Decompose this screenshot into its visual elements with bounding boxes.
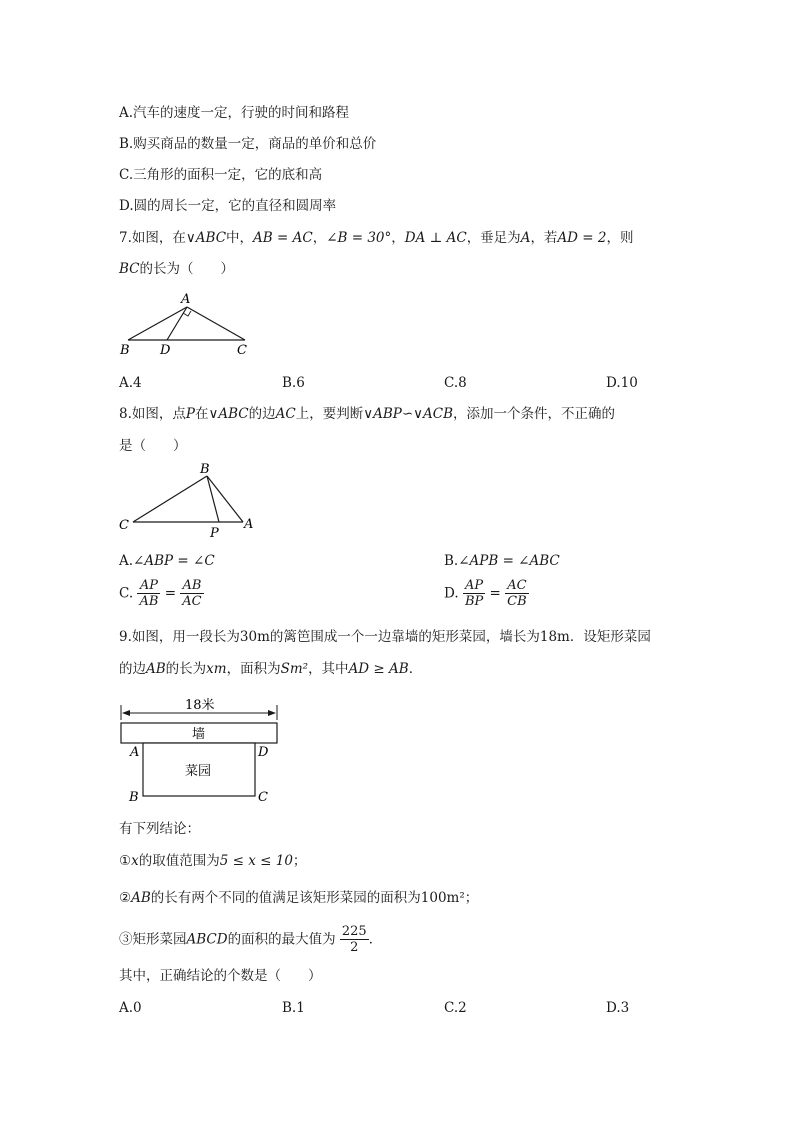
q7-option-b: B.6 — [282, 375, 305, 391]
q8-side-ac: AC — [275, 406, 296, 422]
q9-fence-length: 30m — [239, 629, 270, 645]
q7-text: 的长为（ ） — [139, 261, 235, 277]
q9-conclusion-1 — [119, 852, 306, 870]
q9-side-ab: AB — [146, 661, 166, 677]
q9-conclusions-head: 有下列结论： — [119, 821, 200, 837]
frac-numerator: AP — [137, 578, 160, 594]
q8-text: 上，要判断 — [295, 406, 364, 422]
q9-wall-length: 18m — [539, 629, 570, 645]
q8-edge-cb — [133, 476, 207, 522]
q8-option-a-prefix: A. — [119, 553, 134, 569]
q7-stem-line2 — [119, 260, 234, 278]
q9-figure — [115, 693, 285, 808]
q9-conclusion-3 — [119, 922, 382, 957]
q7-text: ，若 — [530, 230, 558, 246]
q8-option-d-frac1 — [463, 578, 485, 609]
q7-option-d: D.10 — [606, 375, 638, 391]
frac-denominator: AC — [182, 594, 202, 609]
q6-option-b: B.购买商品的数量一定，商品的单价和总价 — [119, 136, 377, 152]
q7-edge-ba — [128, 307, 187, 340]
q9-stem-line2 — [119, 660, 422, 678]
frac-denominator: CB — [507, 594, 527, 609]
q7-stem-line1 — [119, 229, 634, 247]
q8-option-c — [119, 578, 204, 609]
q8-stem-line1 — [119, 405, 615, 423]
q7-label-a: A — [181, 292, 191, 307]
q8-option-d-prefix: D. — [444, 585, 459, 602]
q8-similarity: ∨ABP∽∨ACB — [363, 406, 454, 422]
q8-option-c-frac1 — [137, 578, 160, 609]
q7-label-d: D — [160, 343, 171, 358]
q7-text: ，则 — [606, 230, 634, 246]
q8-label-b: B — [200, 462, 210, 477]
q9-wall-label: 墙 — [192, 727, 206, 742]
equals-sign: = — [489, 585, 501, 602]
q8-text: 的边 — [248, 406, 276, 422]
frac-denominator: AB — [139, 594, 159, 609]
q7-option-c: C.8 — [444, 375, 467, 391]
q7-text: ， — [312, 230, 327, 246]
frac-numerator: AC — [505, 578, 529, 594]
frac-denominator: BP — [464, 594, 484, 609]
q9-text: ，其中 — [308, 661, 349, 677]
q9-stem-line1 — [119, 628, 651, 646]
q7-edge-ac — [187, 307, 245, 340]
q9-x-m: xm — [206, 661, 227, 677]
q9-label-b: B — [129, 790, 139, 805]
frac-denominator: 2 — [350, 940, 359, 955]
q9-conclusion-2 — [119, 889, 478, 907]
q9-s-m2: Sm² — [280, 661, 309, 677]
q7-text: ，垂足为 — [466, 230, 521, 246]
q7-condition-ad: AD = 2 — [557, 230, 607, 246]
q8-text: ，添加一个条件，不正确的 — [453, 406, 616, 422]
q9-text: ； — [292, 853, 307, 869]
q7-figure — [115, 290, 255, 360]
q7-segment-bc: BC — [119, 261, 140, 277]
q8-option-a-expr: ∠ABP = ∠C — [133, 553, 215, 569]
q8-label-c: C — [119, 518, 129, 533]
equals-sign: = — [164, 585, 176, 602]
q7-triangle: ∨ABC — [185, 230, 227, 246]
q9-question: 其中，正确结论的个数是（ ） — [119, 968, 322, 984]
q9-arrow-left — [122, 710, 130, 716]
q7-text: ， — [391, 230, 405, 246]
frac-numerator: 225 — [341, 924, 367, 939]
q9-label-c: C — [258, 790, 268, 805]
q8-option-d — [444, 578, 529, 609]
q9-garden-label: 菜园 — [185, 764, 212, 779]
q8-point-p: P — [185, 406, 195, 422]
q9-option-c: C.2 — [444, 1000, 467, 1016]
frac-numerator: AP — [463, 578, 485, 594]
q9-c1-var: x — [131, 853, 139, 869]
q8-option-b-expr: ∠APB = ∠ABC — [458, 553, 560, 569]
q8-stem-line2: 是（ ） — [119, 438, 187, 454]
q9-condition: AD ≥ AB — [348, 661, 409, 677]
q8-text: 在 — [194, 406, 209, 422]
q7-label-c: C — [237, 343, 247, 358]
q9-text: ．设矩形菜园 — [569, 629, 651, 645]
q9-text: 的边 — [119, 661, 146, 677]
q9-text: 的长为 — [165, 661, 207, 677]
q9-label-d: D — [258, 745, 269, 760]
q9-option-b: B.1 — [282, 1000, 305, 1016]
q7-condition-perpendicular: DA ⊥ AC — [404, 230, 467, 246]
q9-option-d: D.3 — [606, 1000, 630, 1016]
q9-text: 的面积的最大值为 — [227, 931, 336, 948]
q8-option-b — [444, 552, 560, 570]
q6-option-c: C.三角形的面积一定，它的底和高 — [119, 167, 323, 183]
q8-text: 8.如图，点 — [119, 406, 186, 422]
q7-label-b: B — [120, 343, 130, 358]
q7-text: 7.如图，在 — [119, 230, 186, 246]
q9-c2-ab: AB — [131, 890, 151, 906]
q9-text: 的长有两个不同的值满足该矩形菜园的面积为 — [150, 890, 421, 906]
q9-c1-range: 5 ≤ x ≤ 10 — [219, 853, 293, 869]
q6-option-a: A.汽车的速度一定，行驶的时间和路程 — [119, 105, 350, 121]
q9-text: ，面积为 — [226, 661, 281, 677]
frac-numerator: AB — [180, 578, 203, 594]
q9-text: 9.如图，用一段长为 — [119, 629, 240, 645]
q9-c3-abcd: ABCD — [186, 931, 228, 948]
q9-text: ； — [464, 890, 479, 906]
q9-width-label: 18米 — [185, 698, 215, 713]
q8-option-a — [119, 552, 215, 570]
q9-arrow-right — [268, 710, 276, 716]
q9-text: 的篱笆围成一个一边靠墙的矩形菜园，墙长为 — [269, 629, 540, 645]
q8-figure — [115, 460, 260, 542]
q7-text: 中， — [226, 230, 254, 246]
q8-option-c-prefix: C. — [119, 585, 134, 602]
q8-option-b-prefix: B. — [444, 553, 459, 569]
q9-c2-marker: ② — [119, 890, 132, 906]
q9-option-a: A.0 — [119, 1000, 142, 1016]
q8-triangle: ∨ABC — [208, 406, 249, 422]
q7-condition-angle-b: ∠B = 30° — [326, 230, 392, 246]
q8-label-a: A — [244, 517, 254, 532]
q9-text: ． — [408, 661, 423, 677]
q9-c3-text: ③矩形菜园 — [119, 931, 187, 948]
q8-label-p: P — [210, 526, 219, 541]
q7-point-a: A — [520, 230, 531, 246]
q7-condition-ab-ac: AB = AC — [253, 230, 313, 246]
q9-c1-marker: ① — [119, 853, 132, 869]
q7-option-a: A.4 — [119, 375, 142, 391]
q9-text: 的取值范围为 — [138, 853, 220, 869]
q6-option-d: D.圆的周长一定，它的直径和圆周率 — [119, 198, 337, 214]
q8-option-d-frac2 — [505, 578, 529, 609]
q9-c2-area: 100m² — [420, 890, 465, 906]
q9-text: ． — [368, 931, 383, 948]
q9-c3-max-fraction — [340, 924, 369, 955]
q9-label-a: A — [130, 745, 140, 760]
q8-option-c-frac2 — [180, 578, 203, 609]
